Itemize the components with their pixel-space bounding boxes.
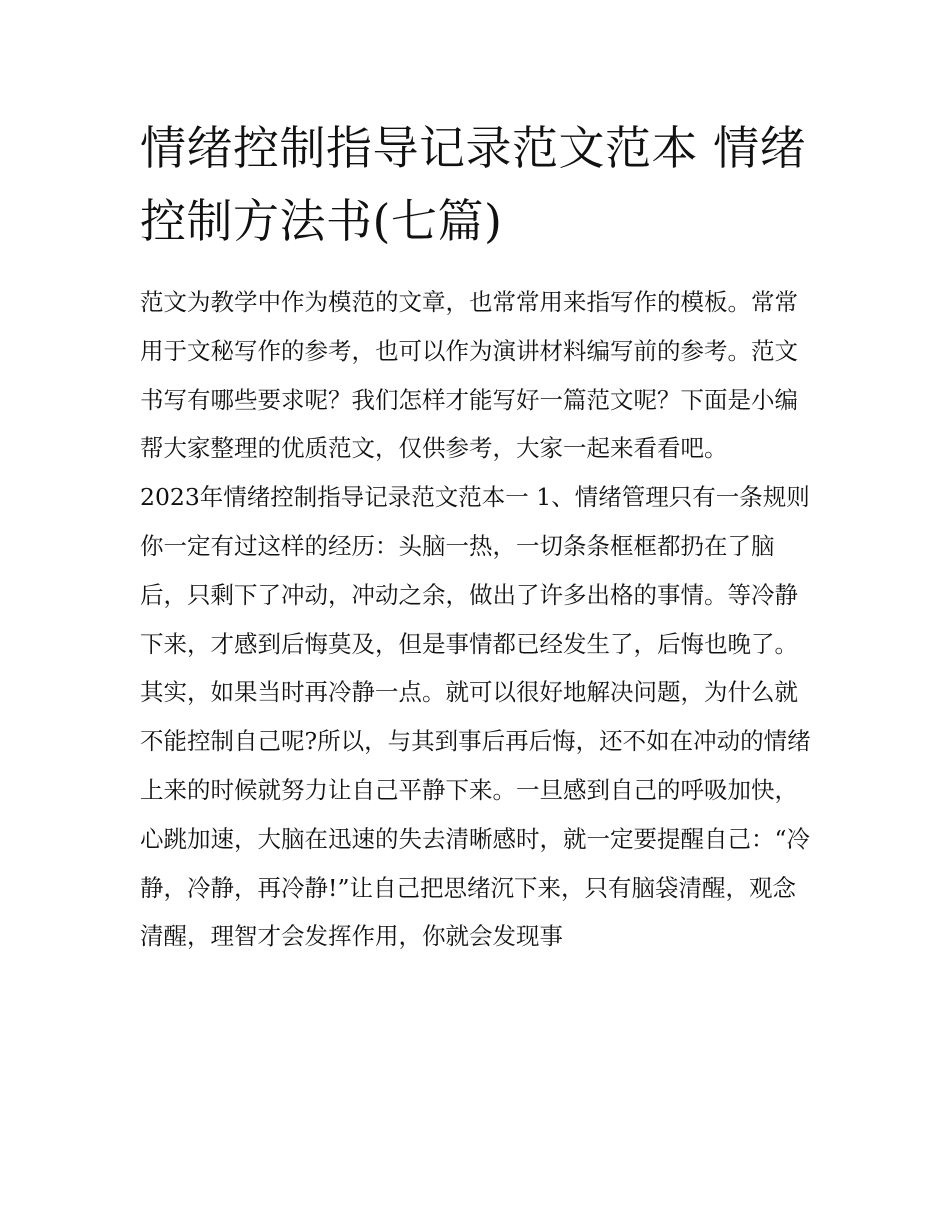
document-title: 情绪控制指导记录范文范本 情绪控制方法书(七篇)	[140, 121, 807, 248]
section-heading: 2023年情绪控制指导记录范文范本一 1、情绪管理只有一条规则	[140, 483, 810, 512]
intro-paragraph: 范文为教学中作为模范的文章，也常常用来指写作的模板。常常用于文秘写作的参考，也可以作为演讲材料编写前的参考。范文书写有哪些要求呢？我们怎样才能写好一篇范文呢？下面是小编帮大家整理的优质范文，仅供参考，大家一起来看看吧。	[140, 288, 798, 463]
body-paragraph: 你一定有过这样的经历：头脑一热，一切条条框框都扔在了脑后，只剩下了冲动，冲动之余，做出了许多出格的事情。等冷静下来，才感到后悔莫及，但是事情都已经发生了，后悔也晚了。其实，如果当时再冷静一点。就可以很好地解决问题，为什么就不能控制自己呢?所以，与其到事后再后悔，还不如在冲动的情绪上来的时候就努力让自己平静下来。一旦感到自己的呼吸加快，心跳加速，大脑在迅速的失去清晰感时，就一定要提醒自己：“冷静，冷静，再冷静!”让自己把思绪沉下来，只有脑袋清醒，观念清醒，理智才会发挥作用，你就会发现事	[140, 531, 811, 951]
document-body	[140, 112, 812, 961]
